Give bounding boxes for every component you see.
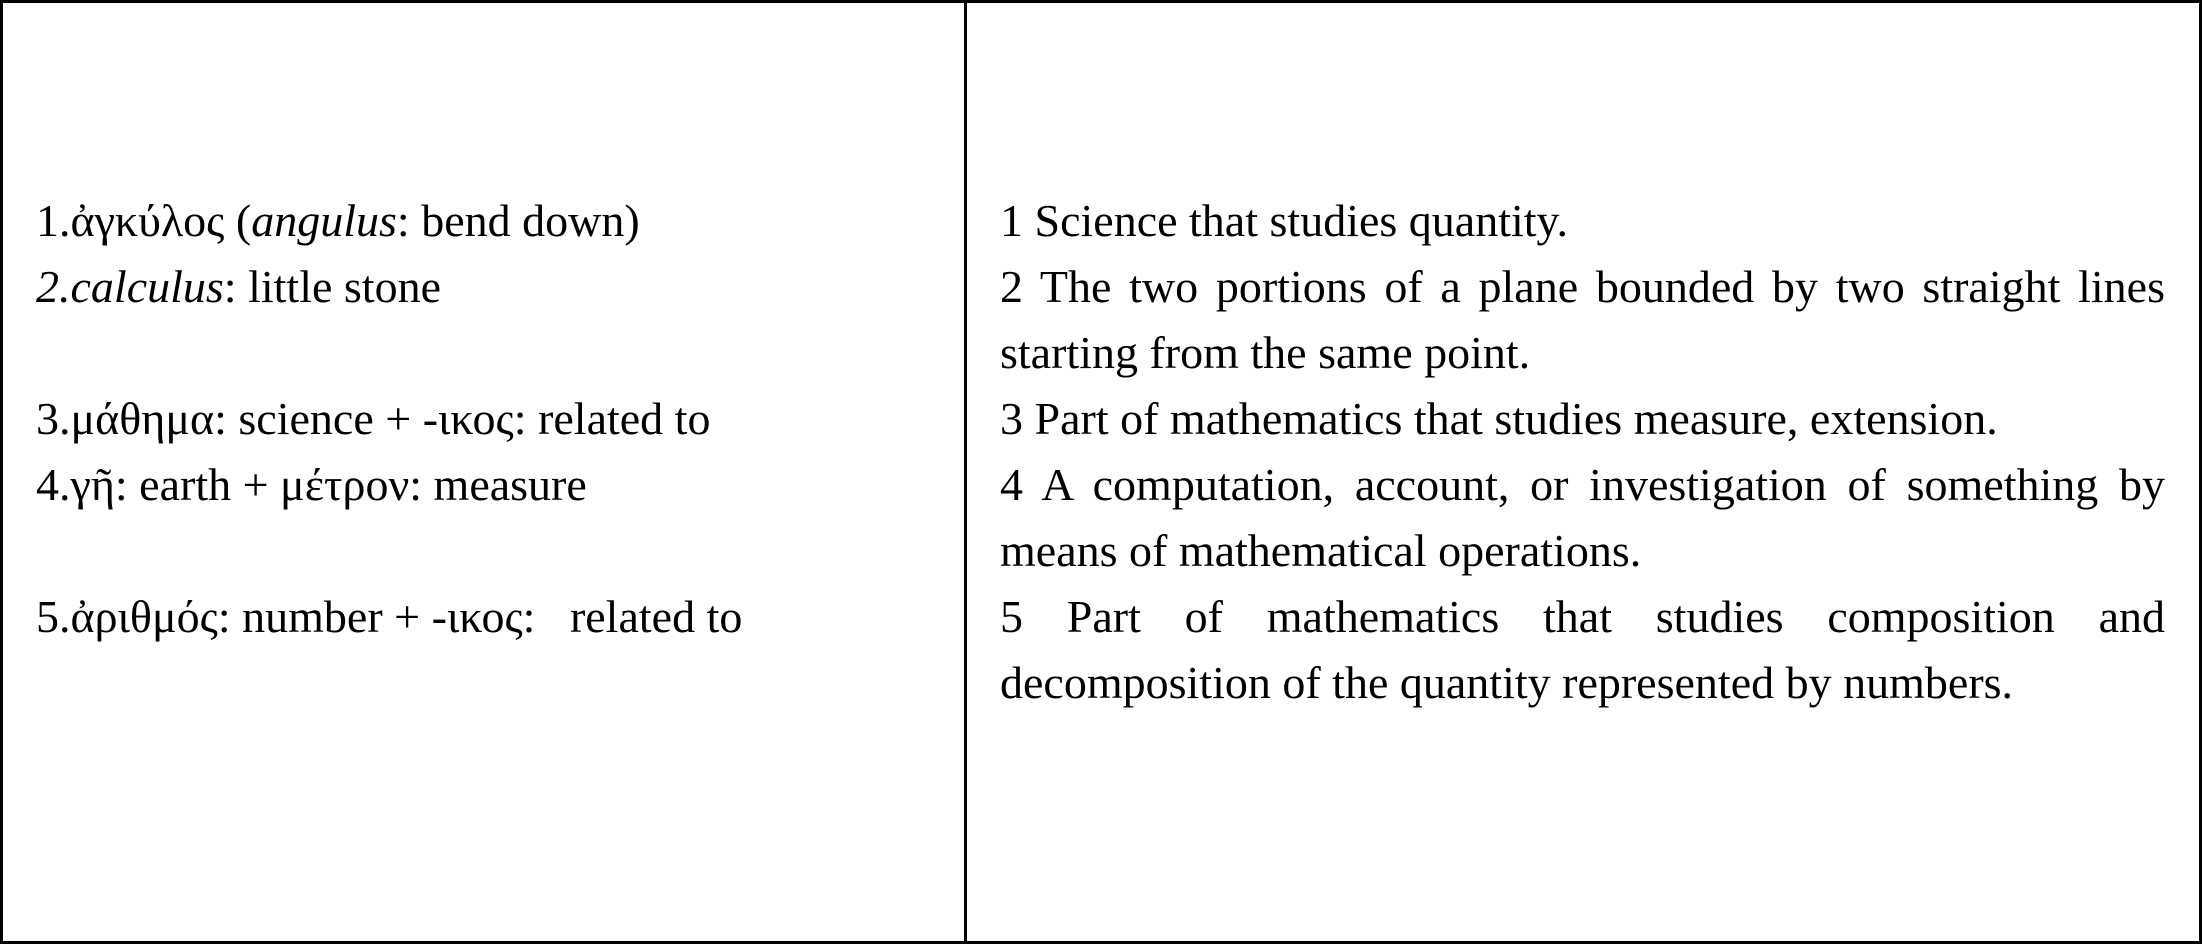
definition-2: 2 The two portions of a plane bounded by two straight lines starting from the same point. <box>1000 261 2165 378</box>
term-1-number: 1. <box>36 195 71 246</box>
definition-3: 3 Part of mathematics that studies measure, extension. <box>1000 393 1998 444</box>
term-1-open-paren: ( <box>224 195 252 246</box>
term-5-text: ἀριθμός: number + -ικος: related to <box>70 591 743 642</box>
term-4-text: γῆ: earth + μέτρον: measure <box>70 459 587 510</box>
term-3-number: 3. <box>36 393 71 444</box>
term-3-text: μάθημα: science + -ικος: related to <box>70 393 711 444</box>
term-1 <box>36 188 742 254</box>
term-1-greek: ἀγκύλος <box>70 195 225 246</box>
term-2-meaning: : little stone <box>223 261 441 312</box>
term-2-latin: calculus <box>70 261 224 312</box>
term-1-meaning: : bend down) <box>396 195 640 246</box>
definitions-cell <box>967 3 2199 941</box>
definition-1: 1 Science that studies quantity. <box>1000 195 1569 246</box>
term-5-number: 5. <box>36 591 71 642</box>
term-4-number: 4. <box>36 459 71 510</box>
term-4 <box>36 452 742 518</box>
term-2 <box>36 254 742 320</box>
spacer <box>36 518 742 584</box>
etymology-list <box>36 188 742 650</box>
definition-list <box>1000 188 2165 716</box>
definition-4: 4 A computation, account, or investigation of something by means of mathematical operations. <box>1000 459 2165 576</box>
terms-cell <box>3 3 967 941</box>
term-2-number: 2. <box>36 261 71 312</box>
definition-5: 5 Part of mathematics that studies composition and decomposition of the quantity represented by numbers. <box>1000 591 2165 708</box>
term-1-latin: angulus <box>251 195 397 246</box>
term-3 <box>36 386 742 452</box>
term-5 <box>36 584 742 650</box>
spacer <box>36 320 742 386</box>
